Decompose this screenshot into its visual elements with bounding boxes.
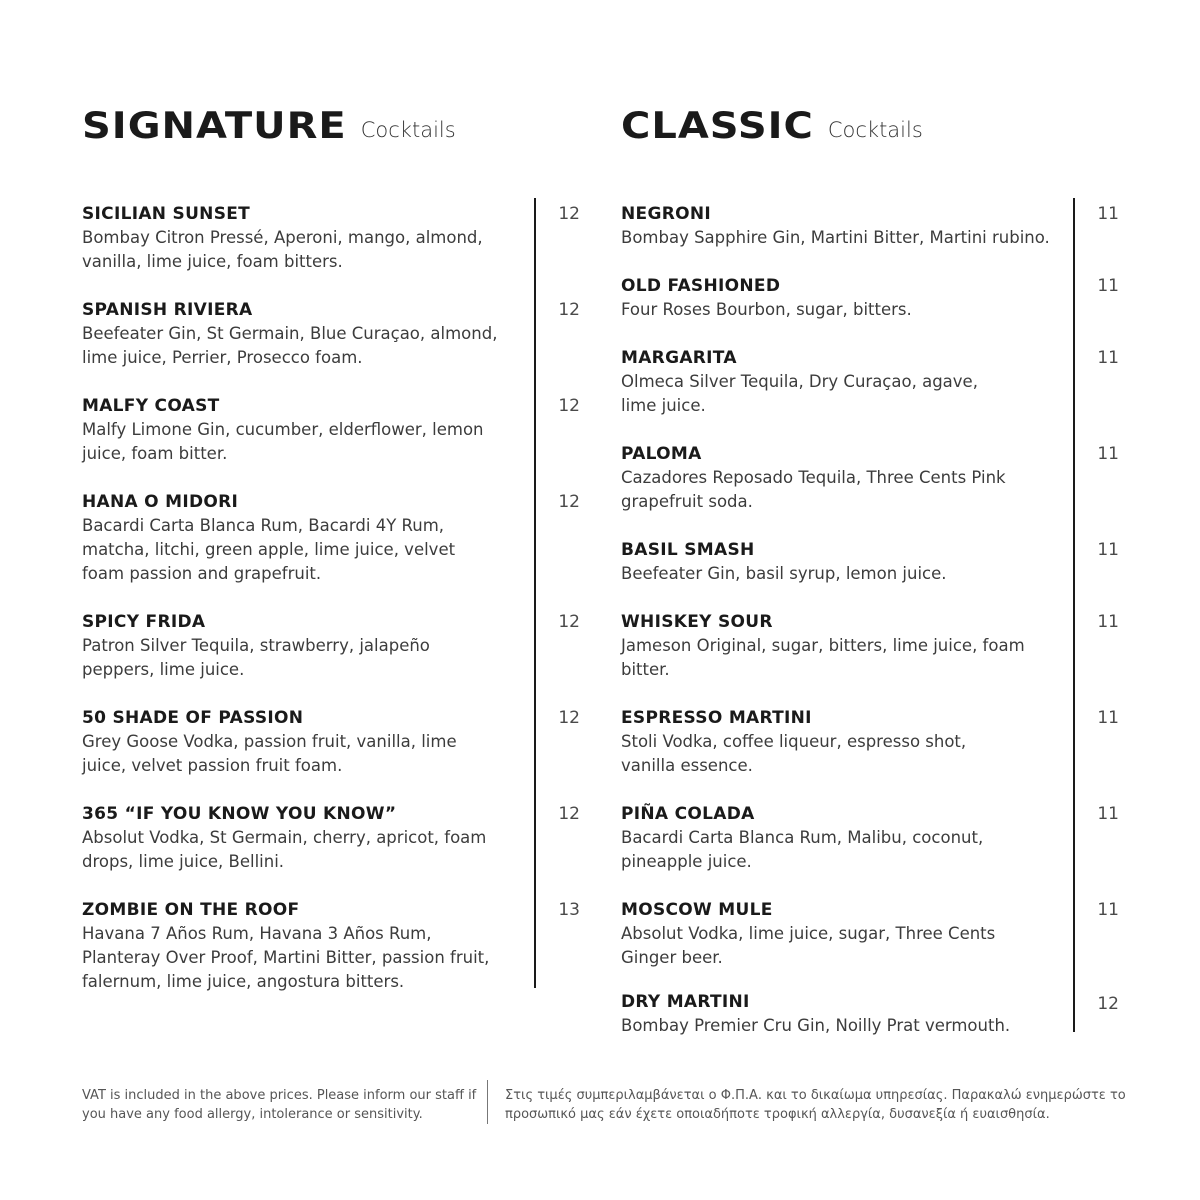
item-name: MOSCOW MULE bbox=[621, 900, 773, 920]
item-name: OLD FASHIONED bbox=[621, 276, 781, 296]
item-price: 12 bbox=[558, 804, 580, 824]
item-price: 11 bbox=[1097, 348, 1119, 368]
item-description: Jameson Original, sugar, bitters, lime juice, foam bitter. bbox=[621, 636, 1025, 679]
menu-item bbox=[621, 990, 1051, 1038]
menu-item bbox=[82, 706, 502, 778]
menu-item bbox=[621, 706, 1001, 778]
item-price: 12 bbox=[558, 396, 580, 416]
item-description: Grey Goose Vodka, passion fruit, vanilla, lime juice, velvet passion fruit foam. bbox=[82, 732, 457, 775]
item-description: Bombay Premier Cru Gin, Noilly Prat vermouth. bbox=[621, 1016, 1011, 1035]
item-price: 12 bbox=[1097, 994, 1119, 1014]
menu-item bbox=[82, 298, 502, 370]
menu-item bbox=[82, 202, 502, 274]
item-price: 11 bbox=[1097, 204, 1119, 224]
item-price: 12 bbox=[558, 204, 580, 224]
item-price: 12 bbox=[558, 492, 580, 512]
item-description: Absolut Vodka, lime juice, sugar, Three Cents Ginger beer. bbox=[621, 924, 996, 967]
item-name: PIÑA COLADA bbox=[621, 804, 755, 824]
item-description: Absolut Vodka, St Germain, cherry, apricot, foam drops, lime juice, Bellini. bbox=[82, 828, 487, 871]
footer-note-english: VAT is included in the above prices. Please inform our staff if you have any food allergy, intolerance or sensitivity. bbox=[82, 1088, 477, 1122]
item-name: SICILIAN SUNSET bbox=[82, 204, 251, 224]
item-description: Beefeater Gin, basil syrup, lemon juice. bbox=[621, 564, 947, 583]
item-description: Bacardi Carta Blanca Rum, Bacardi 4Y Rum, matcha, litchi, green apple, lime juice, velvet foam passion and grapefruit. bbox=[82, 516, 456, 583]
item-price: 11 bbox=[1097, 276, 1119, 296]
classic-title: CLASSIC bbox=[621, 104, 814, 148]
menu-item bbox=[82, 394, 502, 466]
item-price: 11 bbox=[1097, 444, 1119, 464]
item-price: 11 bbox=[1097, 612, 1119, 632]
menu-item bbox=[82, 610, 502, 682]
menu-item bbox=[82, 490, 502, 586]
item-description: Stoli Vodka, coffee liqueur, espresso shot, vanilla essence. bbox=[621, 732, 967, 775]
item-name: PALOMA bbox=[621, 444, 702, 464]
item-name: SPICY FRIDA bbox=[82, 612, 206, 632]
classic-divider bbox=[1073, 198, 1075, 1032]
signature-title: SIGNATURE bbox=[82, 104, 347, 148]
menu-item bbox=[82, 802, 502, 874]
item-description: Bacardi Carta Blanca Rum, Malibu, coconut, pineapple juice. bbox=[621, 828, 984, 871]
item-name: 365 “IF YOU KNOW YOU KNOW” bbox=[82, 804, 397, 824]
item-name: WHISKEY SOUR bbox=[621, 612, 773, 632]
menu-item bbox=[621, 898, 1021, 970]
item-description: Bombay Citron Pressé, Aperoni, mango, almond, vanilla, lime juice, foam bitters. bbox=[82, 228, 483, 271]
menu-item bbox=[621, 538, 1041, 586]
menu-item bbox=[621, 442, 1041, 514]
item-price: 12 bbox=[558, 612, 580, 632]
item-name: SPANISH RIVIERA bbox=[82, 300, 253, 320]
item-description: Four Roses Bourbon, sugar, bitters. bbox=[621, 300, 912, 319]
item-price: 11 bbox=[1097, 540, 1119, 560]
footer-note-greek: Στις τιμές συμπεριλαμβάνεται ο Φ.Π.Α. και το δικαίωμα υπηρεσίας. Παρακαλώ ενημερώστε το προσωπικό μας εάν έχετε οποιαδήποτε τροφική αλλεργία, δυσανεξία ή ευαισθησία. bbox=[505, 1088, 1126, 1122]
item-name: BASIL SMASH bbox=[621, 540, 755, 560]
item-price: 13 bbox=[558, 900, 580, 920]
item-description: Olmeca Silver Tequila, Dry Curaçao, agave, lime juice. bbox=[621, 372, 978, 415]
item-description: Beefeater Gin, St Germain, Blue Curaçao, almond, lime juice, Perrier, Prosecco foam. bbox=[82, 324, 498, 367]
menu-item bbox=[82, 898, 502, 994]
menu-item bbox=[621, 610, 1041, 682]
item-price: 12 bbox=[558, 708, 580, 728]
classic-subtitle: Cocktails bbox=[827, 118, 923, 142]
item-price: 11 bbox=[1097, 804, 1119, 824]
item-name: MARGARITA bbox=[621, 348, 737, 368]
menu-item bbox=[621, 346, 1001, 418]
item-name: HANA O MIDORI bbox=[82, 492, 239, 512]
menu-item bbox=[621, 274, 1041, 322]
item-name: MALFY COAST bbox=[82, 396, 220, 416]
item-name: NEGRONI bbox=[621, 204, 711, 224]
classic-heading bbox=[621, 104, 923, 148]
item-price: 12 bbox=[558, 300, 580, 320]
item-description: Havana 7 Años Rum, Havana 3 Años Rum, Planteray Over Proof, Martini Bitter, passion fruit, falernum, lime juice, angostura bitters. bbox=[82, 924, 490, 991]
signature-divider bbox=[534, 198, 536, 988]
item-name: ZOMBIE ON THE ROOF bbox=[82, 900, 300, 920]
signature-subtitle: Cocktails bbox=[360, 118, 456, 142]
signature-heading bbox=[82, 104, 456, 148]
item-description: Patron Silver Tequila, strawberry, jalapeño peppers, lime juice. bbox=[82, 636, 430, 679]
item-price: 11 bbox=[1097, 900, 1119, 920]
item-description: Cazadores Reposado Tequila, Three Cents Pink grapefruit soda. bbox=[621, 468, 1006, 511]
item-description: Bombay Sapphire Gin, Martini Bitter, Martini rubino. bbox=[621, 228, 1050, 247]
item-price: 11 bbox=[1097, 708, 1119, 728]
footer-divider bbox=[487, 1080, 488, 1124]
item-name: 50 SHADE OF PASSION bbox=[82, 708, 304, 728]
item-name: DRY MARTINI bbox=[621, 992, 750, 1012]
menu-item bbox=[621, 802, 1021, 874]
item-name: ESPRESSO MARTINI bbox=[621, 708, 812, 728]
menu-item bbox=[621, 202, 1051, 250]
item-description: Malfy Limone Gin, cucumber, elderflower, lemon juice, foam bitter. bbox=[82, 420, 484, 463]
